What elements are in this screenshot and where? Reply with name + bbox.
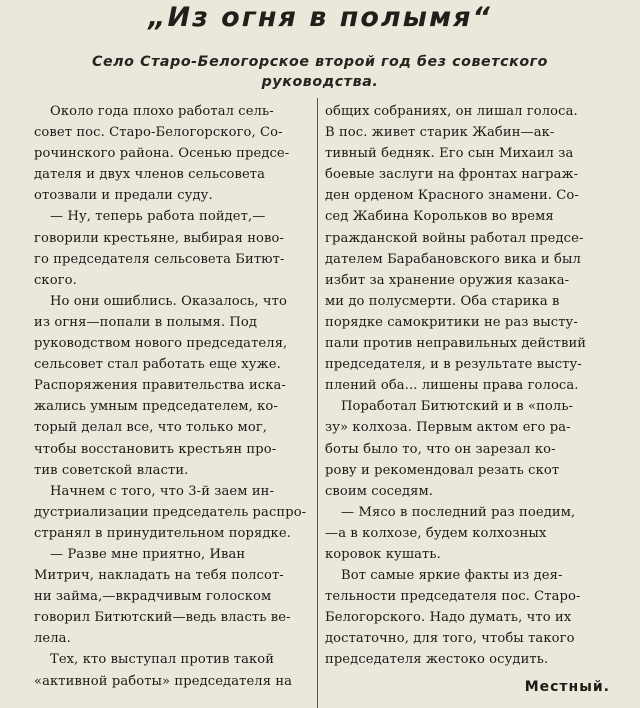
article-text-line: Поработал Битютский и в «поль-	[341, 399, 574, 415]
article-text-line: совет пос. Старо-Белогорского, Со-	[34, 125, 283, 141]
article-text-line: «активной работы» председателя на	[34, 673, 293, 689]
article-text-line: — Ну, теперь работа пойдет,—	[50, 209, 266, 225]
article-text-line: порядке самокритики не раз высту-	[325, 314, 578, 330]
article-text-line: тельности председателя пос. Старо-	[325, 589, 581, 605]
article-text-line: странял в принудительном порядке.	[34, 525, 291, 541]
article-text-line: рочинского района. Осенью предсе-	[34, 146, 290, 162]
article-text-line: ского.	[34, 272, 77, 288]
article-text-line: дателем Барабановского вика и был	[325, 251, 581, 267]
article-text-line: Белогорского. Надо думать, что их	[325, 610, 572, 626]
article-text-line: В пос. живет старик Жабин—ак-	[325, 125, 555, 141]
article-text-line: ми до полусмерти. Оба старика в	[325, 293, 560, 309]
article-text-line: общих собраниях, он лишал голоса.	[325, 104, 578, 119]
article-text-line: Митрич, накладать на тебя полсот-	[34, 568, 284, 584]
article-text-line: ден орденом Красного знамени. Со-	[325, 188, 579, 204]
article-text-line: коровок кушать.	[325, 546, 441, 562]
article-text-line: дустриализации председатель распро-	[34, 504, 307, 520]
article-text-line: Распоряжения правительства иска-	[34, 378, 286, 394]
article-text-line: го председателя сельсовета Битют-	[34, 251, 285, 267]
article-text-line: Тех, кто выступал против такой	[50, 652, 275, 668]
article-text-line: пали против неправильных действий	[325, 336, 587, 352]
column-divider	[317, 98, 318, 708]
article-text-line: ни займа,—вкрадчивым голоском	[34, 589, 272, 605]
article-text-line: председателя, и в результате высту-	[325, 357, 582, 373]
article-text-line: дателя и двух членов сельсовета	[34, 167, 266, 183]
article-text-line: достаточно, для того, чтобы такого	[325, 631, 575, 647]
article-text-line: —а в колхозе, будем колхозных	[325, 525, 547, 541]
article-text-line: гражданской войны работал предсе-	[325, 230, 584, 246]
article-text-line: тивный бедняк. Его сын Михаил за	[325, 146, 574, 162]
article-right-column	[325, 101, 630, 671]
article-signature: Местный.	[524, 679, 610, 695]
article-text-line: из огня—попали в полымя. Под	[34, 314, 258, 330]
article-text-line: отозвали и предали суду.	[34, 188, 213, 204]
article-text-line: — Разве мне приятно, Иван	[50, 546, 246, 562]
article-text-line: жались умным председателем, ко-	[34, 399, 278, 415]
article-text-line: Около года плохо работал сель-	[50, 104, 274, 119]
article-text-line: руководством нового председателя,	[34, 336, 288, 352]
article-text-line: рову и рекомендовал резать скот	[325, 462, 560, 478]
article-text-line: Начнем с того, что 3-й заем ин-	[50, 483, 275, 499]
article-text-line: торый делал все, что только мог,	[34, 420, 268, 436]
article-text-line: говорил Битютский—ведь власть ве-	[34, 610, 291, 626]
subheadline-line-2: руководства.	[261, 74, 379, 90]
article-text-line: сельсовет стал работать еще хуже.	[34, 357, 281, 373]
article-headline: „Из огня в полымя“	[148, 2, 492, 33]
article-text-line: чтобы восстановить крестьян про-	[34, 441, 277, 457]
article-left-column	[34, 101, 310, 692]
article-text-line: говорили крестьяне, выбирая ново-	[34, 230, 284, 246]
article-text-line: тив советской власти.	[34, 462, 189, 478]
article-text-line: Вот самые яркие факты из дея-	[341, 568, 563, 584]
article-text-line: боты было то, что он зарезал ко-	[325, 441, 556, 457]
article-text-line: Но они ошиблись. Оказалось, что	[50, 293, 288, 309]
article-subheadline	[20, 52, 620, 92]
article-text-line: избит за хранение оружия казака-	[325, 272, 570, 288]
subheadline-line-1: Село Старо-Белогорское второй год без советского	[91, 54, 549, 70]
article-text-line: боевые заслуги на фронтах награж-	[325, 167, 579, 183]
article-text-line: зу» колхоза. Первым актом его ра-	[325, 420, 571, 436]
article-text-line: председателя жестоко осудить.	[325, 652, 549, 668]
article-text-line: плений оба... лишены права голоса.	[325, 378, 579, 394]
article-text-line: — Мясо в последний раз поедим,	[341, 504, 576, 520]
article-text-line: лела.	[34, 631, 71, 647]
article-text-line: сед Жабина Корольков во время	[325, 209, 554, 225]
article-text-line: своим соседям.	[325, 483, 434, 499]
